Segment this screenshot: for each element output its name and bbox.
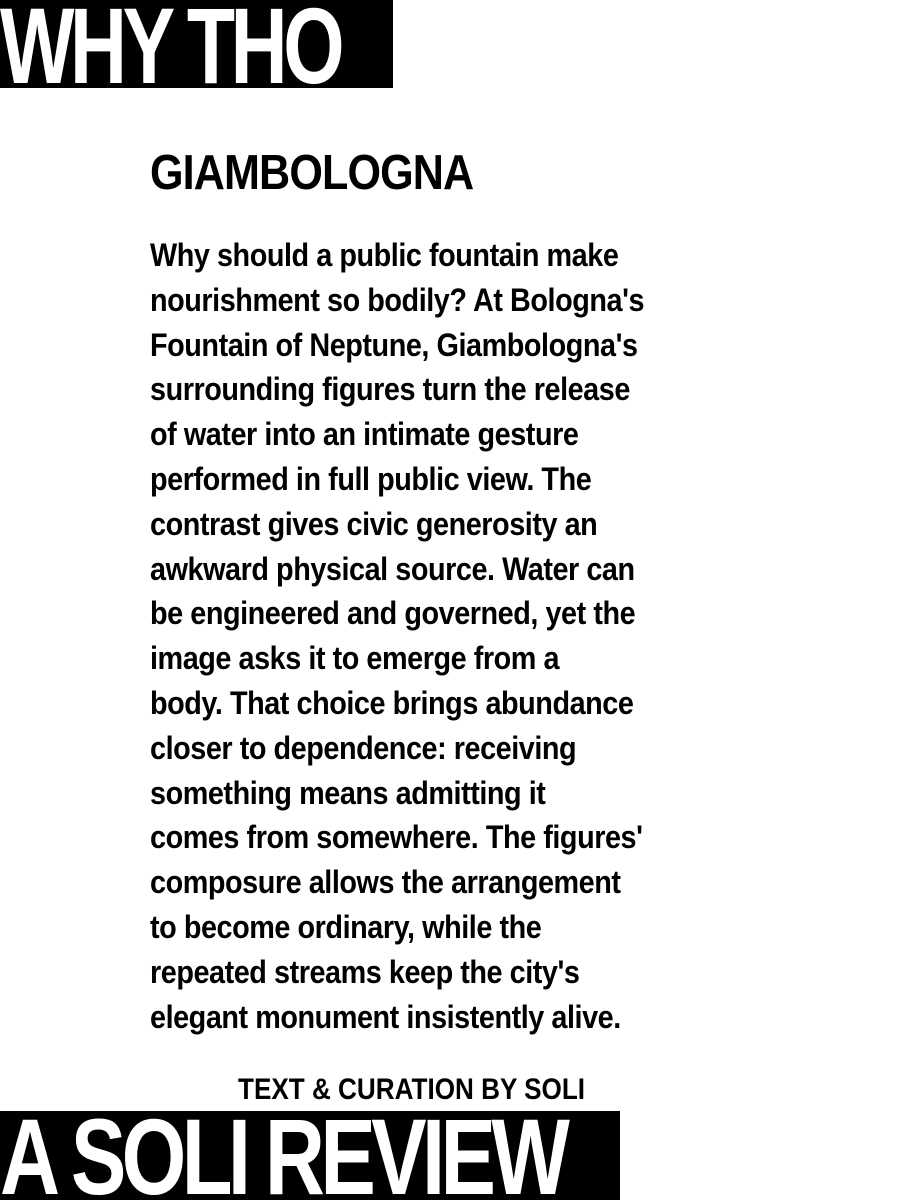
article-body-line: elegant monument insistently alive. [150, 998, 621, 1035]
article-body-line: to become ordinary, while the [150, 908, 542, 945]
article-body-line: Why should a public fountain make [150, 237, 619, 273]
article [150, 140, 770, 1035]
article-body-line: contrast gives civic generosity an [150, 505, 598, 542]
article-body-line: performed in full public view. The [150, 460, 592, 497]
article-body-line: composure allows the arrangement [150, 864, 621, 901]
banner-signoff: A SOLI REVIEW [0, 1111, 566, 1200]
article-body-line: something means admitting it [150, 774, 546, 811]
article-body-line: be engineered and governed, yet the [150, 595, 636, 632]
article-body-line: comes from somewhere. The figures' [150, 819, 643, 856]
article-body-line: image asks it to emerge from a [150, 640, 560, 677]
article-body-line: Fountain of Neptune, Giambologna's [150, 326, 638, 363]
article-body-line: surrounding figures turn the release [150, 371, 630, 408]
banner-title: WHY THO [0, 0, 341, 88]
article-body-line: nourishment so bodily? At Bologna's [150, 281, 645, 318]
article-body-line: of water into an intimate gesture [150, 416, 579, 453]
article-body-line: body. That choice brings abundance [150, 684, 634, 721]
article-title: GIAMBOLOGNA [150, 146, 474, 200]
credit-line: TEXT & CURATION BY SOLI [238, 1073, 586, 1106]
top-banner [0, 0, 393, 88]
bottom-banner [0, 1111, 620, 1200]
article-body [150, 233, 770, 1039]
article-body-line: awkward physical source. Water can [150, 550, 635, 587]
article-body-line: repeated streams keep the city's [150, 953, 580, 990]
article-body-line: closer to dependence: receiving [150, 729, 577, 766]
